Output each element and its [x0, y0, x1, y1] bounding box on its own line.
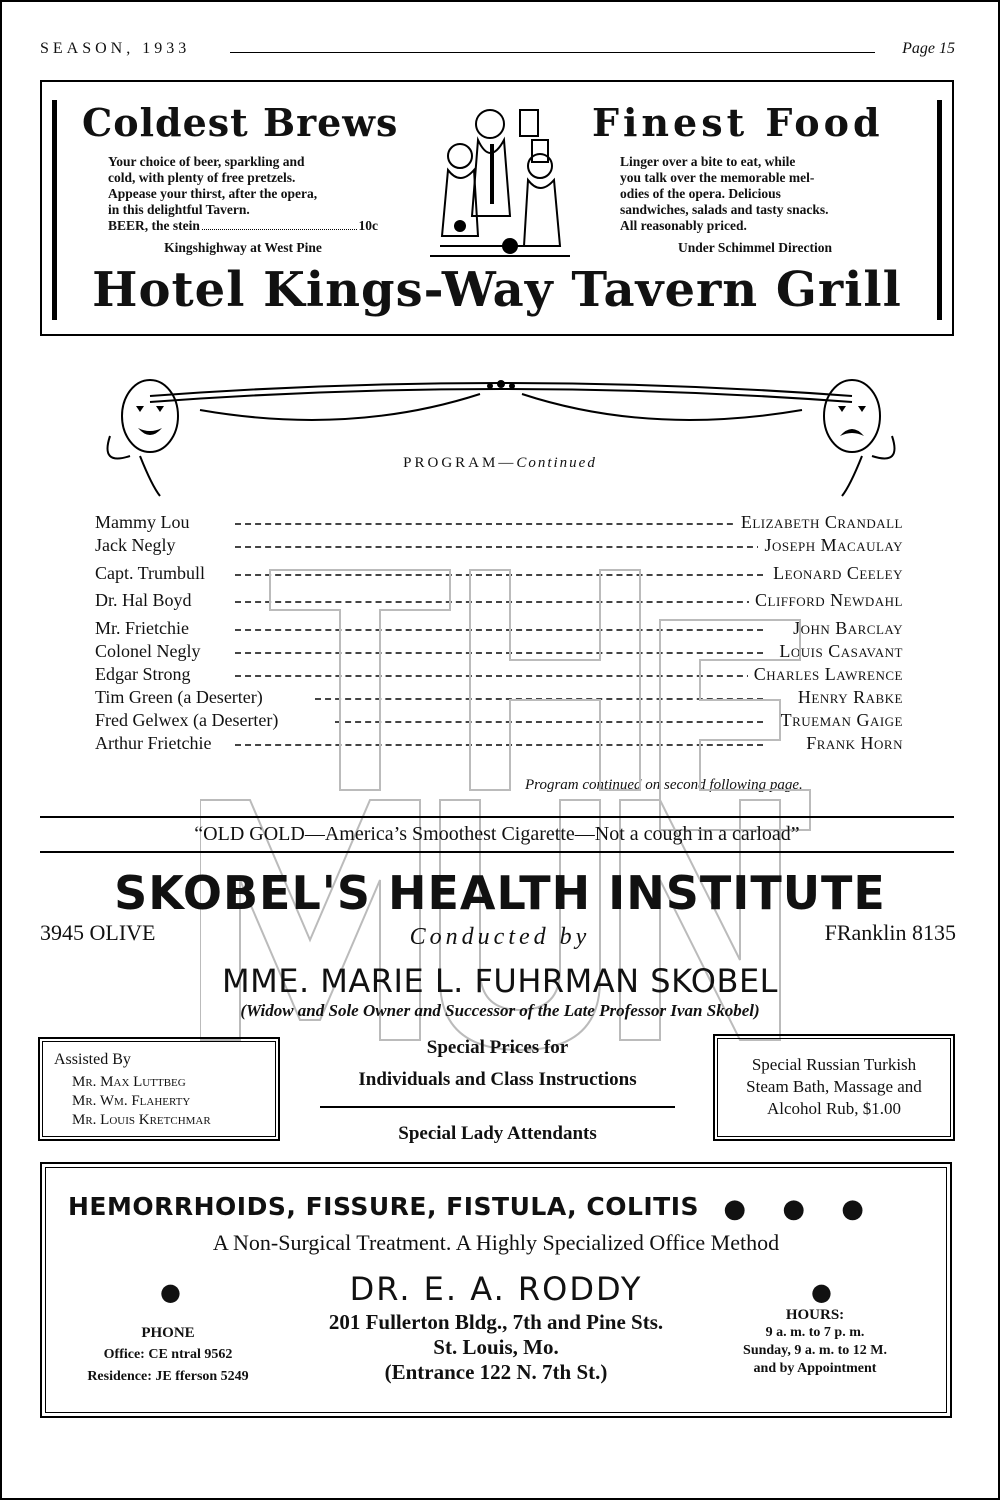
- instructions-label: Individuals and Class Instructions: [358, 1069, 637, 1090]
- ornamental-header: [90, 376, 912, 506]
- cast-row: Mr. Frietchie John Barclay: [95, 618, 903, 638]
- cast-row: Mammy Lou Elizabeth Crandall: [95, 512, 903, 532]
- cast-row: Colonel Negly Louis Casavant: [95, 641, 903, 661]
- bullet-icon: ●: [160, 1278, 181, 1306]
- program-title: PROGRAM—Continued: [403, 455, 597, 471]
- ornament-divider: [300, 1096, 695, 1118]
- cast-row: Arthur Frietchie Frank Horn: [95, 733, 903, 753]
- season-label: SEASON, 1933: [40, 40, 191, 57]
- roddy-doctor: DR. E. A. RODDY: [349, 1270, 643, 1308]
- cast-row: Fred Gelwex (a Deserter) Trueman Gaige: [95, 710, 903, 730]
- cast-row: Tim Green (a Deserter) Henry Rabke: [95, 687, 903, 707]
- cast-list: [95, 512, 903, 756]
- old-gold-ad: “OLD GOLD—America’s Smoothest Cigarette—Not a cough in a carload”: [40, 816, 954, 853]
- lady-attendants-label: Special Lady Attendants: [398, 1123, 597, 1144]
- cast-row: Capt. Trumbull Leonard Ceeley: [95, 563, 903, 583]
- skobel-address: 3945 OLIVE: [40, 920, 156, 945]
- assistants-box: [38, 1037, 280, 1141]
- skobel-title: SKOBEL'S HEALTH INSTITUTE: [114, 866, 886, 920]
- assistant-name: Mr. Louis Kretchmar: [72, 1112, 211, 1128]
- cast-row: Jack Negly Joseph Macaulay: [95, 535, 903, 555]
- special-prices-block: [300, 1032, 695, 1150]
- roddy-hours: HOURS: 9 a. m. to 7 p. m. Sunday, 9 a. m. to 12 M. and by Appointment: [743, 1307, 887, 1376]
- page-number: Page 15: [902, 40, 955, 57]
- cast-row: Edgar Strong Charles Lawrence: [95, 664, 903, 684]
- special-prices-label: Special Prices for: [426, 1037, 569, 1058]
- roddy-headline: HEMORRHOIDS, FISSURE, FISTULA, COLITIS: [68, 1192, 700, 1221]
- roddy-subhead: A Non-Surgical Treatment. A Highly Specialized Office Method: [212, 1230, 780, 1255]
- header-rule: [230, 52, 875, 53]
- roddy-address: 201 Fullerton Bldg., 7th and Pine Sts. St. Louis, Mo. (Entrance 122 N. 7th St.): [328, 1310, 664, 1384]
- bullet-icon: ●: [811, 1278, 832, 1306]
- assistant-name: Mr. Max Luttbeg: [72, 1074, 186, 1090]
- roddy-ad: [40, 1162, 952, 1418]
- skobel-owner: MME. MARIE L. FUHRMAN SKOBEL: [222, 962, 778, 1000]
- assisted-by-label: Assisted By: [54, 1051, 131, 1068]
- tavern-ad: [40, 80, 954, 336]
- page-header: [40, 40, 955, 64]
- skobel-phone: FRanklin 8135: [824, 920, 956, 945]
- program-continued-note: Program continued on second following page.: [525, 777, 803, 793]
- finest-food-text: Linger over a bite to eat, while you talk over the memorable mel- odies of the opera. Delicious sandwiches, salads and tasty snacks. All reasonably priced. Under Schimmel Direction: [620, 154, 832, 255]
- assistant-name: Mr. Wm. Flaherty: [72, 1093, 191, 1109]
- tavern-illustration: [420, 96, 580, 268]
- conducted-by: Conducted by: [409, 924, 591, 950]
- tavern-name: Hotel Kings-Way Tavern Grill: [92, 262, 902, 318]
- cast-row: Dr. Hal Boyd Clifford Newdahl: [95, 590, 903, 610]
- finest-food-title: Finest Food: [592, 100, 884, 145]
- roddy-dots: ● ● ●: [723, 1194, 878, 1224]
- coldest-brews-title: Coldest Brews: [82, 100, 399, 145]
- coldest-brews-text: Your choice of beer, sparkling and cold, with plenty of free pretzels. Appease your thirst, after the opera, in this delightful Tavern. BEER, the stein 10c Kingshighway at West Pine: [108, 154, 378, 255]
- skobel-owner-note: (Widow and Sole Owner and Successor of the Late Professor Ivan Skobel): [240, 1001, 760, 1020]
- roddy-phone: PHONE Office: CE ntral 9562 Residence: JE fferson 5249: [87, 1325, 249, 1384]
- russian-bath-box: Special Russian Turkish Steam Bath, Massage and Alcohol Rub, $1.00: [713, 1034, 955, 1141]
